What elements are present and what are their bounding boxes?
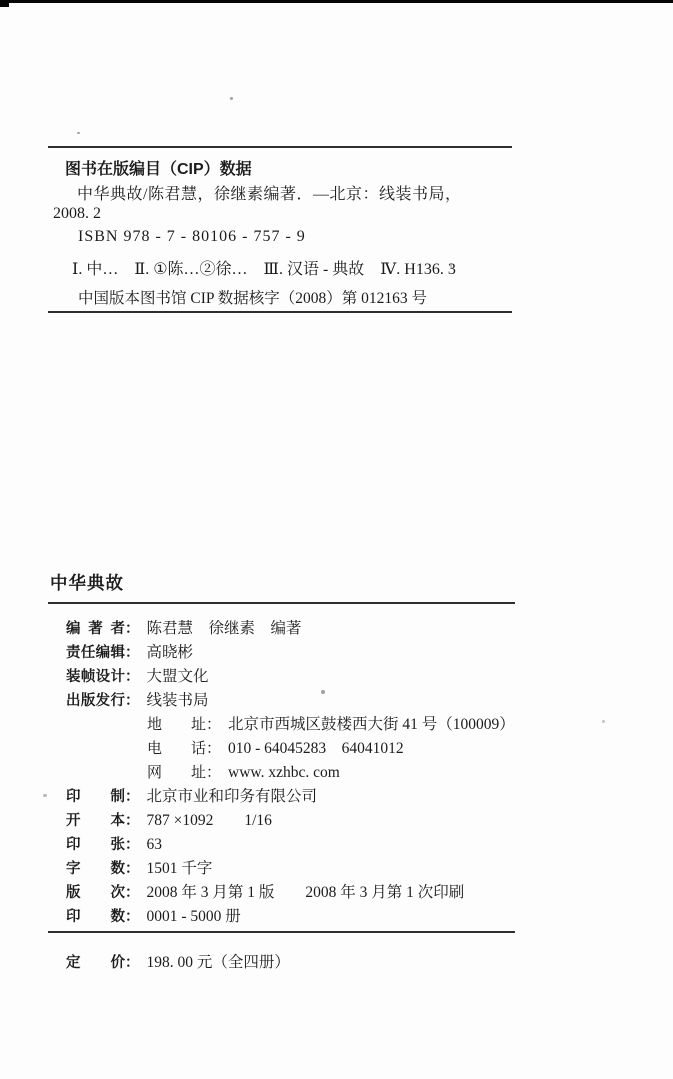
colophon-row-colon: ： — [125, 813, 140, 829]
cip-top-rule — [48, 146, 512, 148]
colophon-row-value: 北京市西城区鼓楼西大街 41 号（100009） — [228, 716, 515, 733]
scan-speck — [230, 97, 233, 100]
colophon-row-value: 010 - 64045283 64041012 — [228, 740, 404, 757]
colophon-row — [66, 809, 515, 833]
colophon-row-colon: ： — [125, 861, 140, 877]
title-rule — [48, 602, 515, 604]
colophon-row-label: 开 本 — [66, 813, 125, 829]
colophon-row-label: 出 版 发 行 — [66, 693, 125, 709]
colophon-row-value: 高晓彬 — [146, 644, 194, 661]
colophon-row — [66, 689, 515, 713]
colophon-row-label: 责 任 编 辑 — [66, 645, 125, 661]
colophon-row-label: 电 话 — [147, 741, 206, 757]
colophon-row — [66, 785, 515, 809]
colophon-row — [66, 713, 515, 737]
scan-speck — [602, 720, 605, 723]
colophon-row-value: 陈君慧 徐继素 编著 — [146, 620, 302, 637]
colophon-row — [66, 617, 515, 641]
colophon-row-label: 印 制 — [66, 789, 125, 805]
scan-top-edge — [0, 0, 673, 3]
colophon-row-label: 地 址 — [147, 717, 206, 733]
colophon-row-value: 0001 - 5000 册 — [146, 908, 241, 925]
colophon-row-value: 1501 千字 — [146, 860, 213, 877]
colophon-row-colon: ： — [206, 741, 222, 757]
colophon-row-colon: ： — [125, 693, 140, 709]
cip-header: 图书在版编目（CIP）数据 — [65, 161, 252, 178]
colophon-row-colon: ： — [125, 645, 140, 661]
scan-corner-mark — [0, 2, 9, 7]
price-rule — [48, 931, 515, 933]
colophon-row-colon: ： — [206, 765, 222, 781]
book-title: 中华典故 — [50, 573, 124, 593]
colophon-row-label: 装 帧 设 计 — [66, 669, 125, 685]
cip-bibliographic-line: 中华典故/陈君慧，徐继素编著．—北京：线装书局， — [77, 186, 462, 203]
colophon-row-colon: ： — [125, 621, 140, 637]
colophon-row-label: 版 次 — [66, 885, 125, 901]
cip-record-number: 中国版本图书馆 CIP 数据核字（2008）第 012163 号 — [78, 290, 428, 307]
colophon-row-value: 大盟文化 — [146, 668, 209, 685]
price-value: 198. 00 元（全四册） — [146, 954, 290, 971]
colophon-row-label: 字 数 — [66, 861, 125, 877]
colophon-row — [66, 761, 515, 785]
cip-year-line: 2008. 2 — [53, 205, 101, 222]
price-colon: ： — [125, 955, 140, 971]
colophon-rows — [66, 617, 515, 929]
cip-isbn: ISBN 978 - 7 - 80106 - 757 - 9 — [78, 228, 306, 245]
colophon-row-colon: ： — [125, 669, 140, 685]
colophon-row-value: 2008 年 3 月第 1 版 2008 年 3 月第 1 次印刷 — [146, 884, 465, 901]
colophon-row — [66, 881, 515, 905]
colophon-row-value: 线装书局 — [146, 692, 209, 709]
price-row — [66, 951, 290, 975]
scan-speck — [450, 263, 452, 269]
price-label: 定 价 — [66, 955, 125, 971]
colophon-row — [66, 905, 515, 929]
colophon-row — [66, 857, 515, 881]
colophon-row — [66, 737, 515, 761]
colophon-row-label: 印 数 — [66, 909, 125, 925]
colophon-row-colon: ： — [125, 909, 140, 925]
scan-speck — [321, 690, 325, 694]
colophon-row-value: 787 ×1092 1/16 — [146, 812, 272, 829]
colophon-row-value: 北京市业和印务有限公司 — [146, 788, 318, 805]
colophon-row-colon: ： — [125, 885, 140, 901]
colophon-row-label: 网 址 — [147, 765, 206, 781]
scan-speck — [77, 132, 80, 134]
colophon-row — [66, 833, 515, 857]
colophon-row — [66, 641, 515, 665]
cip-classification: Ⅰ. 中… Ⅱ. ①陈…②徐… Ⅲ. 汉语 - 典故 Ⅳ. H136. 3 — [72, 261, 456, 278]
scan-speck — [43, 794, 47, 797]
colophon-row-colon: ： — [206, 717, 222, 733]
colophon-row-value: 63 — [146, 836, 162, 853]
cip-bottom-rule — [48, 311, 512, 313]
colophon-row — [66, 665, 515, 689]
colophon-row-value: www. xzhbc. com — [228, 764, 340, 781]
colophon-row-colon: ： — [125, 789, 140, 805]
colophon-row-label: 编 著 者 — [66, 621, 125, 637]
colophon-row-colon: ： — [125, 837, 140, 853]
colophon-row-label: 印 张 — [66, 837, 125, 853]
